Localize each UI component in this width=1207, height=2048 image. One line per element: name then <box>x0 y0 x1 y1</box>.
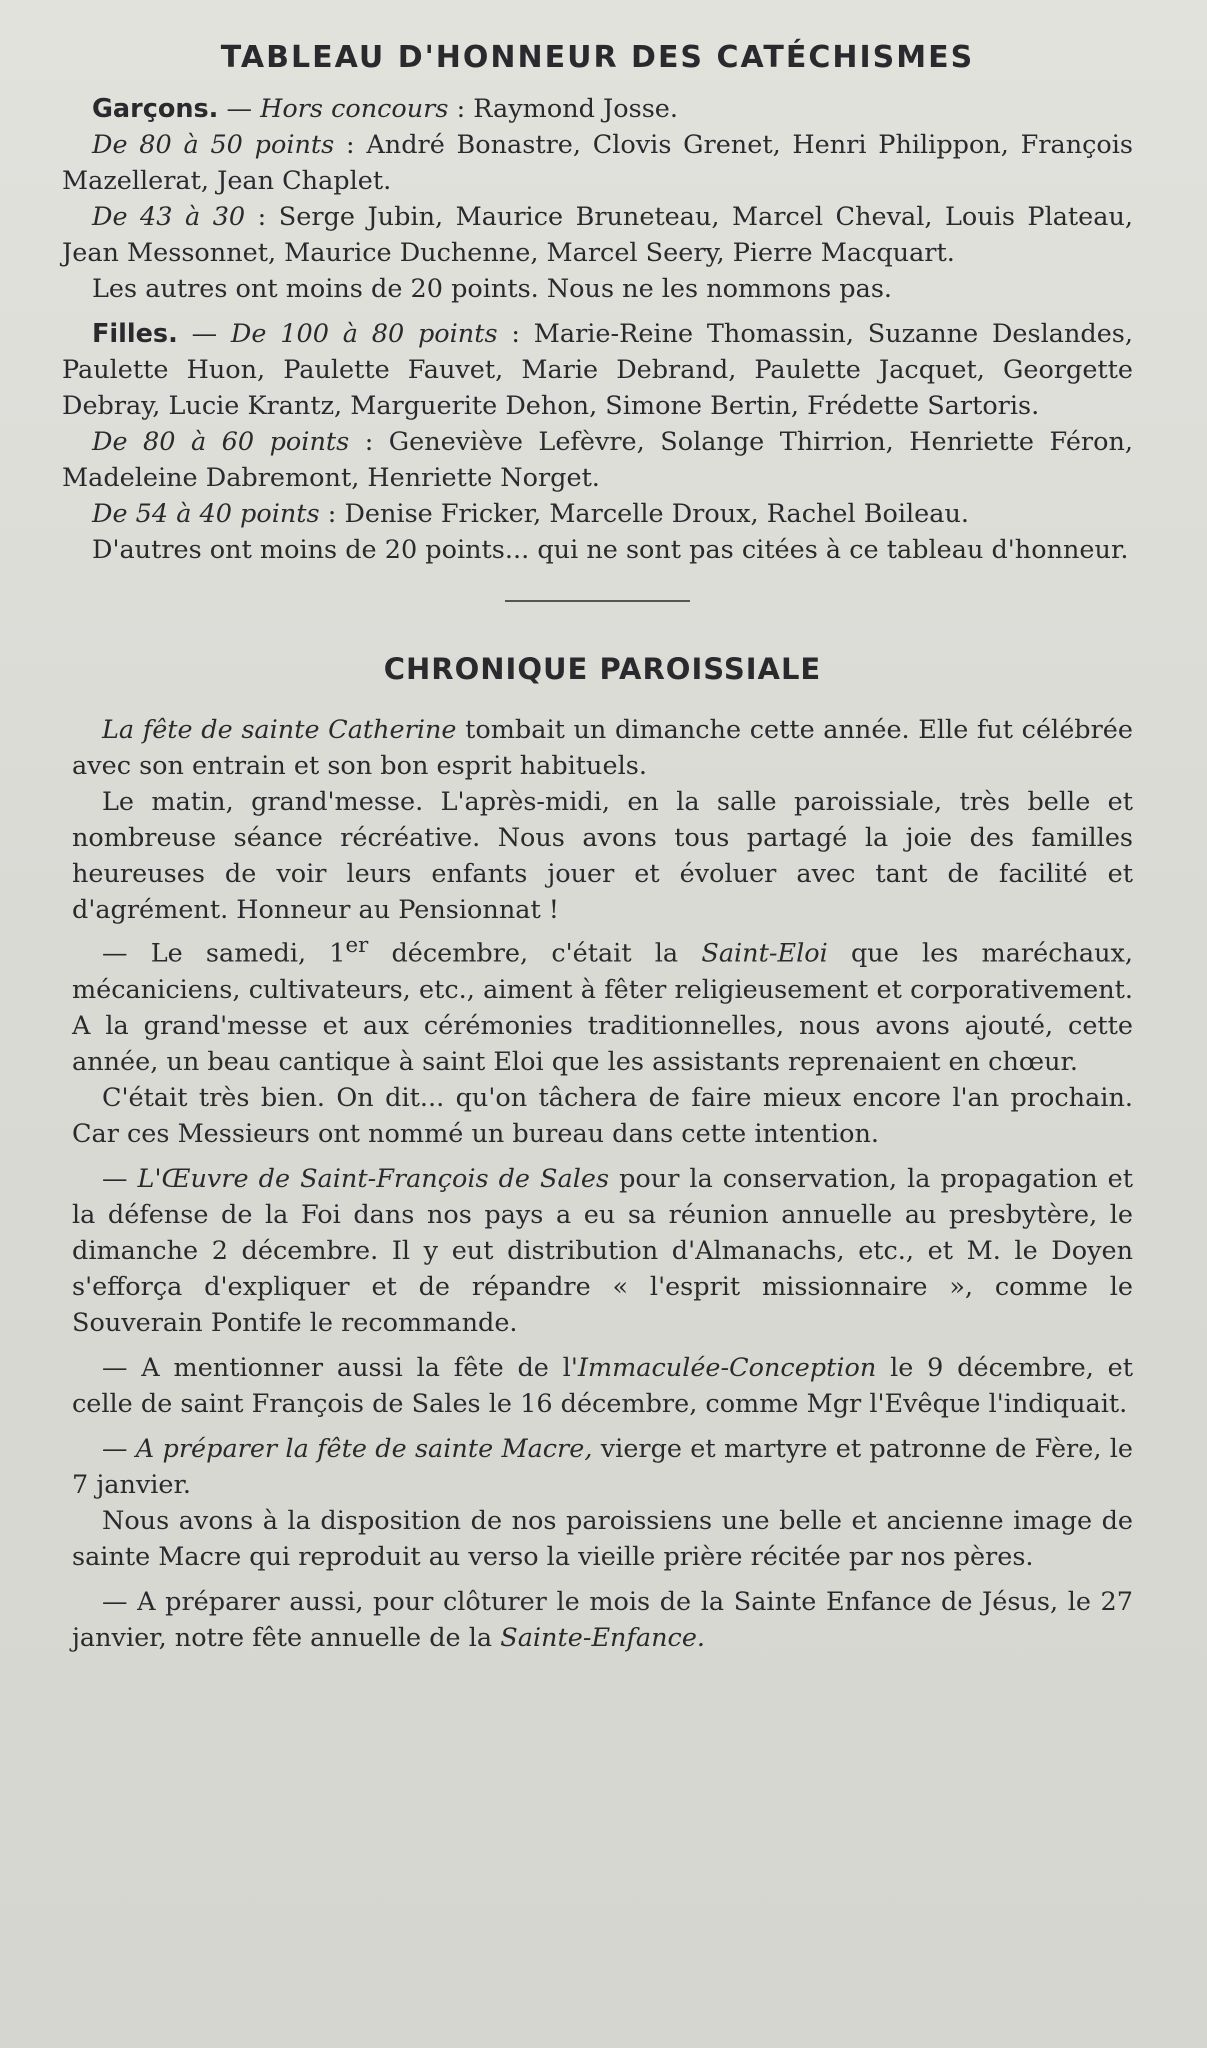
girls-group-2: De 80 à 60 points : Geneviève Lefèvre, Solange Thirrion, Henriette Féron, Madeleine Dabremont, Henriette Norget. <box>62 427 1133 493</box>
chronicle-paragraph: C'était très bien. On dit... qu'on tâchera de faire mieux encore l'an prochain. Car ces Messieurs ont nommé un bureau dans cette intention. <box>72 1082 1133 1149</box>
girls-group-3: De 54 à 40 points : Denise Fricker, Marcelle Droux, Rachel Boileau. <box>92 499 969 529</box>
chronicle-paragraph: — A mentionner aussi la fête de l'Immaculée-Conception le 9 décembre, et celle de saint François de Sales le 16 décembre, comme Mgr l'Evêque l'indiquait. <box>72 1352 1133 1419</box>
boys-out-of-competition: Garçons. — Hors concours : Raymond Josse. <box>92 94 678 124</box>
boys-group-2: De 43 à 30 : Serge Jubin, Maurice Bruneteau, Marcel Cheval, Louis Plateau, Jean Messonnet, Maurice Duchenne, Marcel Seery, Pierre Macquart. <box>62 202 1134 268</box>
girls-others: D'autres ont moins de 20 points... qui ne sont pas citées à ce tableau d'honneur. <box>92 535 1129 565</box>
honor-roll-title: TABLEAU D'HONNEUR DES CATÉCHISMES <box>220 40 975 75</box>
boys-others: Les autres ont moins de 20 points. Nous ne les nommons pas. <box>92 274 893 304</box>
parish-chronicle <box>62 652 1133 1656</box>
chronicle-title: CHRONIQUE PAROISSIALE <box>383 652 822 686</box>
girls-label: Filles. <box>92 319 178 349</box>
section-divider <box>505 600 690 602</box>
boys-group-1: De 80 à 50 points : André Bonastre, Clovis Grenet, Henri Philippon, François Mazellerat, Jean Chaplet. <box>62 130 1133 196</box>
chronicle-paragraph: — L'Œuvre de Saint-François de Sales pour la conservation, la propagation et la défense de la Foi dans nos pays a eu sa réunion annuelle au presbytère, le dimanche 2 décembre. Il y eut distribution d'Almanachs, etc., et M. le Doyen s'efforça d'expliquer et de répandre « l'esprit missionnaire », comme le Souverain Pontife le recommande. <box>72 1163 1134 1338</box>
chronicle-paragraph: La fête de sainte Catherine tombait un dimanche cette année. Elle fut célébrée avec son entrain et son bon esprit habituels. <box>72 715 1133 781</box>
chronicle-paragraph: Le matin, grand'messe. L'après-midi, en la salle paroissiale, très belle et nombreuse séance récréative. Nous avons tous partagé la joie des familles heureuses de voir leurs enfants jouer et évoluer avec tant de facilité et d'agrément. Honneur au Pensionnat ! <box>72 787 1133 925</box>
boys-label: Garçons. <box>92 94 219 124</box>
girls-group-1: Filles. — De 100 à 80 points : Marie-Reine Thomassin, Suzanne Deslandes, Paulette Huon, Paulette Fauvet, Marie Debrand, Paulette Jacquet, Georgette Debray, Lucie Krantz, Marguerite Dehon, Simone Bertin, Frédette Sartoris. <box>62 319 1133 421</box>
chronicle-paragraph: — A préparer la fête de sainte Macre, vierge et martyre et patronne de Fère, le 7 janvier. <box>72 1433 1133 1500</box>
chronicle-paragraph: — A préparer aussi, pour clôturer le mois de la Sainte Enfance de Jésus, le 27 janvier, notre fête annuelle de la Sainte-Enfance. <box>72 1586 1133 1653</box>
chronicle-paragraph: Nous avons à la disposition de nos paroissiens une belle et ancienne image de sainte Macre qui reproduit au verso la vieille prière récitée par nos pères. <box>72 1505 1133 1572</box>
chronicle-paragraph: — Le samedi, 1er décembre, c'était la Saint-Eloi que les maréchaux, mécaniciens, cultivateurs, etc., aiment à fêter religieusement et corporativement. A la grand'messe et aux cérémonies traditionnelles, nous avons ajouté, cette année, un beau cantique à saint Eloi que les assistants reprenaient en chœur. <box>72 933 1134 1077</box>
